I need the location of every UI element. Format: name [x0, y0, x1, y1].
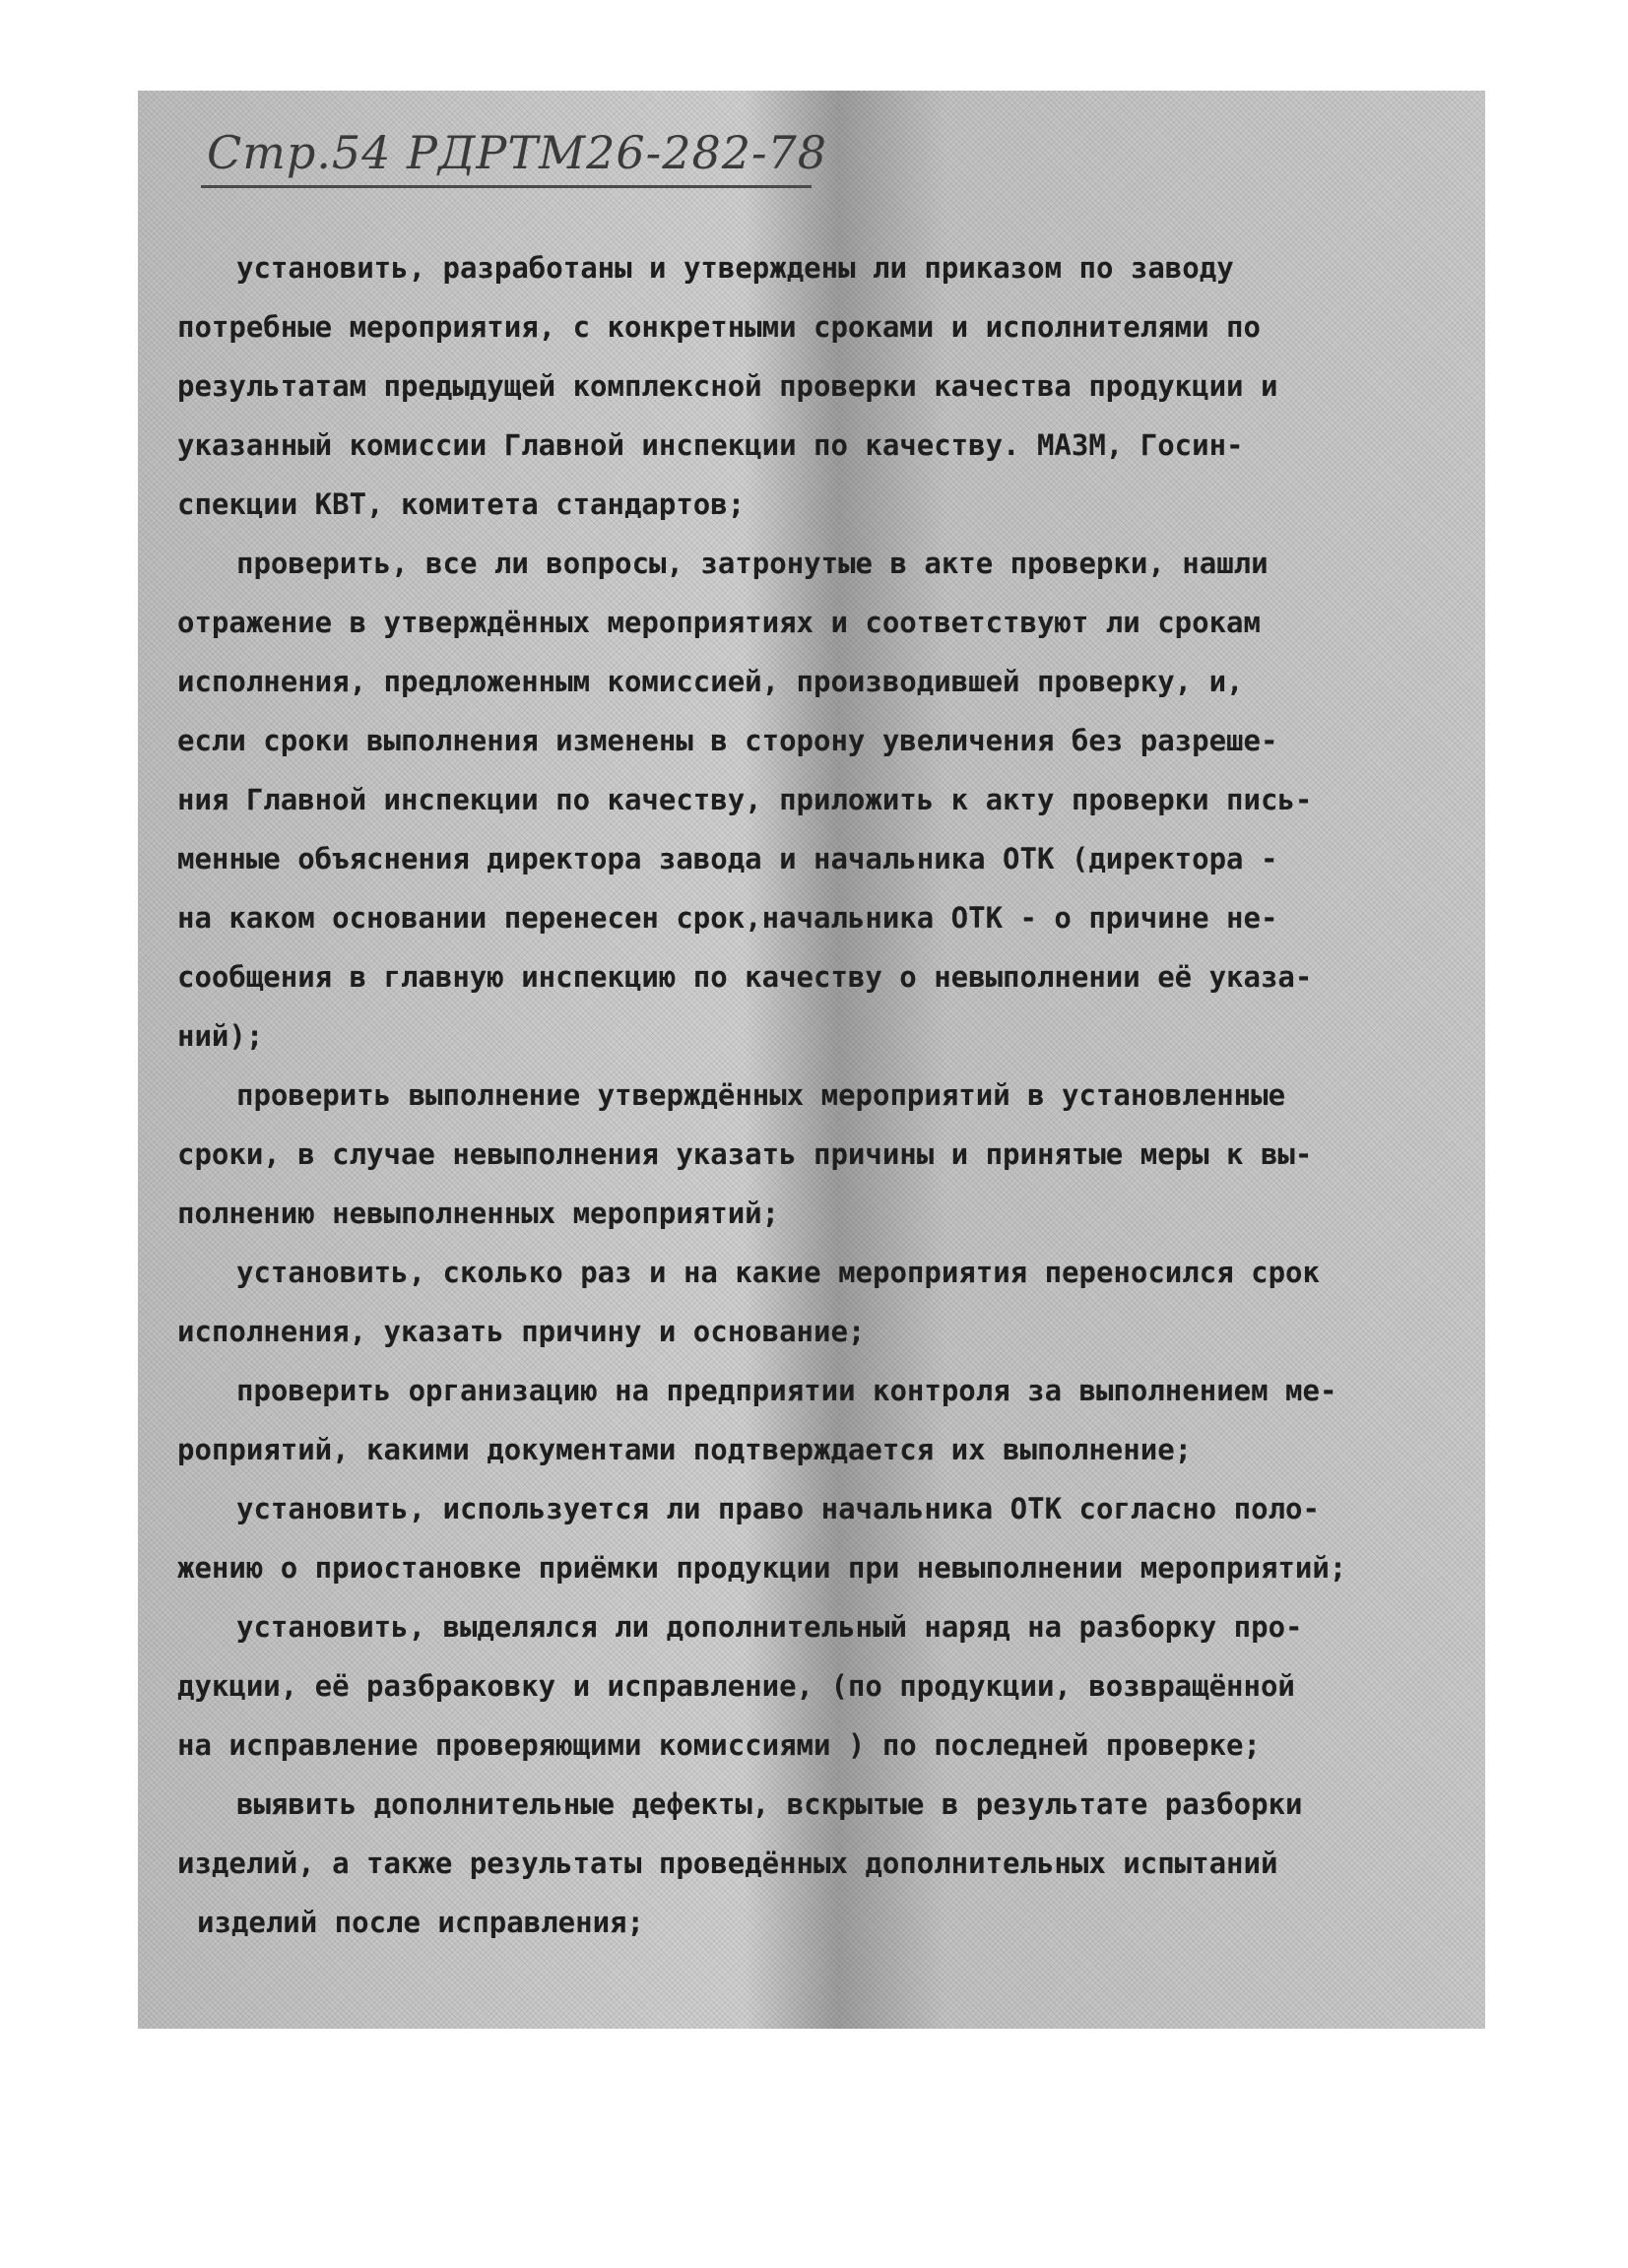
text-line: установить, сколько раз и на какие мероприятия переносился срок	[236, 1256, 1320, 1289]
text-line: проверить выполнение утверждённых мероприятий в установленные	[236, 1078, 1286, 1112]
text-line: ния Главной инспекции по качеству, приложить к акту проверки пись-	[177, 783, 1313, 816]
page-header: Стр.54 РДРТМ26-282-78	[207, 126, 828, 179]
text-line: проверить, все ли вопросы, затронутые в акте проверки, нашли	[236, 547, 1269, 580]
text-line: роприятий, какими документами подтверждается их выполнение;	[177, 1433, 1193, 1466]
text-line: на исправление проверяющими комиссиями ) по последней проверке;	[177, 1728, 1261, 1762]
text-line: результатам предыдущей комплексной проверки качества продукции и	[177, 369, 1278, 403]
text-line: указанный комиссии Главной инспекции по качеству. МАЗМ, Госин-	[177, 428, 1244, 462]
header-underline	[201, 185, 812, 188]
document-body	[177, 238, 1458, 1952]
text-line: установить, выделялся ли дополнительный наряд на разборку про-	[236, 1610, 1303, 1644]
text-line: потребные мероприятия, с конкретными сроками и исполнителями по	[177, 310, 1261, 344]
text-line: изделий, а также результаты проведённых дополнительных испытаний	[177, 1847, 1278, 1880]
scanned-page	[138, 91, 1485, 2029]
text-line: отражение в утверждённых мероприятиях и соответствуют ли срокам	[177, 606, 1261, 639]
text-line: сроки, в случае невыполнения указать причины и принятые меры к вы-	[177, 1137, 1313, 1171]
text-line: проверить организацию на предприятии контроля за выполнением ме-	[236, 1374, 1337, 1407]
text-line: исполнения, предложенным комиссией, производившей проверку, и,	[177, 665, 1244, 698]
text-line: спекции КВТ, комитета стандартов;	[177, 487, 746, 521]
text-line: полнению невыполненных мероприятий;	[177, 1197, 780, 1230]
text-line: на каком основании перенесен срок,начальника ОТК - о причине не-	[177, 901, 1278, 935]
text-line: изделий после исправления;	[197, 1906, 644, 1939]
text-line: установить, разработаны и утверждены ли приказом по заводу	[236, 251, 1234, 285]
text-line: если сроки выполнения изменены в сторону увеличения без разреше-	[177, 724, 1278, 757]
text-line: выявить дополнительные дефекты, вскрытые в результате разборки	[236, 1787, 1303, 1821]
text-line: жению о приостановке приёмки продукции при невыполнении мероприятий;	[177, 1551, 1347, 1585]
text-line: ний);	[177, 1019, 264, 1053]
text-line: дукции, её разбраковку и исправление, (по продукции, возвращённой	[177, 1669, 1295, 1703]
text-line: исполнения, указать причину и основание;	[177, 1315, 866, 1348]
text-line: установить, используется ли право начальника ОТК согласно поло-	[236, 1492, 1320, 1525]
text-line: менные объяснения директора завода и начальника ОТК (директора -	[177, 842, 1278, 875]
text-line: сообщения в главную инспекцию по качеству о невыполнении её указа-	[177, 960, 1313, 994]
